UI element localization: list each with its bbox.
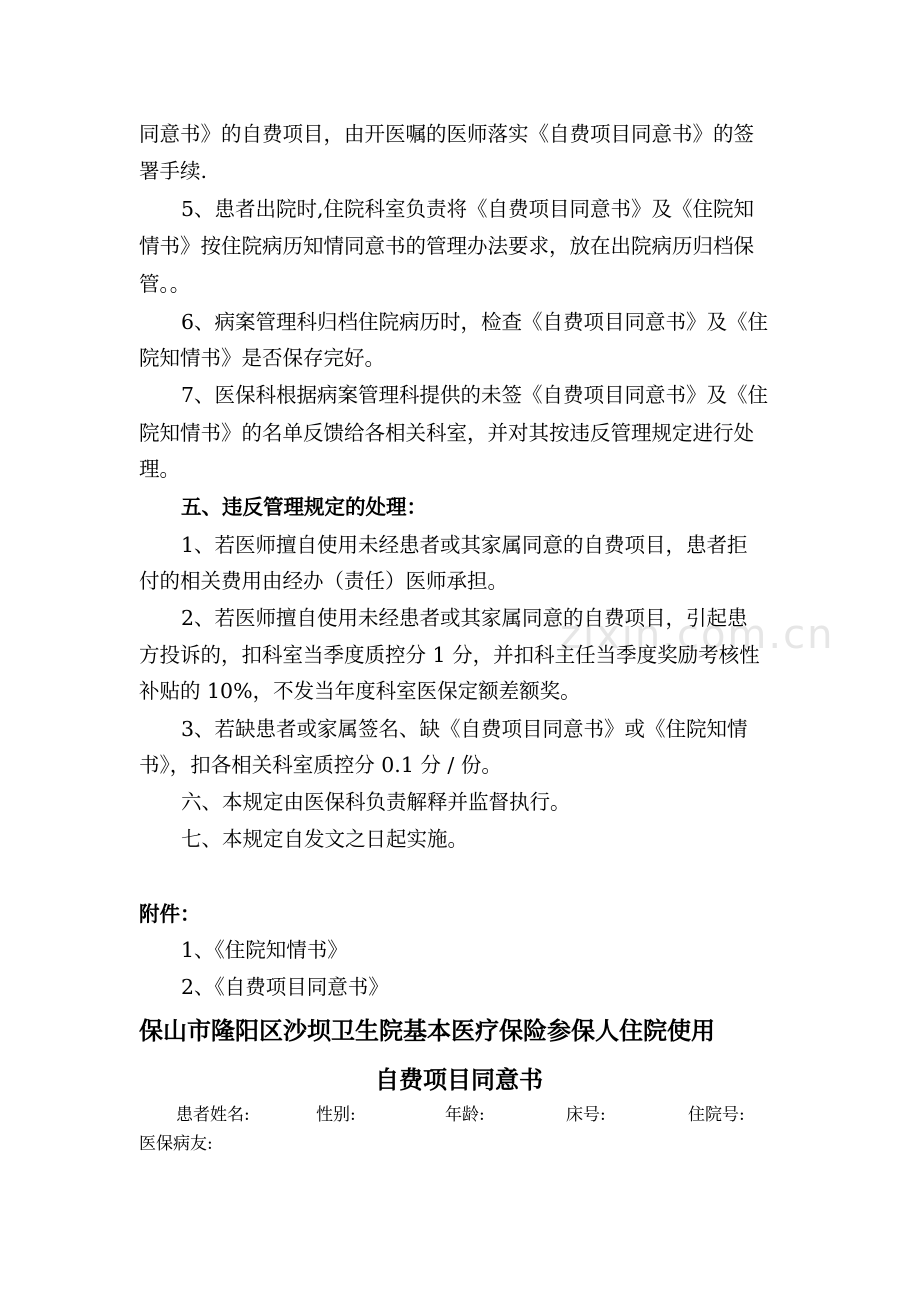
attachment-item: 1、《住院知情书》 bbox=[181, 938, 348, 962]
watermark: zixin.com.cn bbox=[560, 612, 835, 658]
paragraph-line: 书》，扣各相关科室质控分 0.1 分 / 份。 bbox=[139, 753, 502, 777]
paragraph-line: 六、本规定由医保科负责解释并监督执行。 bbox=[181, 790, 571, 814]
paragraph-line: 署手续. bbox=[139, 159, 208, 183]
paragraph-line: 情书》按住院病历知情同意书的管理办法要求，放在出院病历归档保 bbox=[139, 234, 754, 258]
paragraph-line: 七、本规定自发文之日起实施。 bbox=[181, 827, 468, 851]
paragraph-line: 同意书》的自费项目，由开医嘱的医师落实《自费项目同意书》的签 bbox=[139, 122, 754, 146]
attachment-item: 2、《自费项目同意书》 bbox=[181, 975, 389, 999]
admission-number-label: 住院号: bbox=[688, 1105, 745, 1125]
paragraph-line: 补贴的 10%，不发当年度科室医保定额差额奖。 bbox=[139, 679, 581, 703]
patient-name-label: 患者姓名: bbox=[176, 1105, 250, 1125]
gender-label: 性别: bbox=[316, 1105, 356, 1125]
insurance-friend-label: 医保病友: bbox=[139, 1134, 213, 1154]
paragraph-line: 6、病案管理科归档住院病历时，检查《自费项目同意书》及《住 bbox=[181, 310, 769, 334]
form-title: 保山市隆阳区沙坝卫生院基本医疗保险参保人住院使用 bbox=[139, 1017, 715, 1045]
paragraph-line: 1、若医师擅自使用未经患者或其家属同意的自费项目，患者拒 bbox=[181, 533, 748, 557]
paragraph-line: 付的相关费用由经办（责任）医师承担。 bbox=[139, 569, 508, 593]
paragraph-line: 管。。 bbox=[139, 272, 191, 296]
paragraph-line: 院知情书》是否保存完好。 bbox=[139, 346, 385, 370]
paragraph-line: 方投诉的，扣科室当季度质控分 1 分，并扣科主任当季度奖励考核性 bbox=[139, 643, 760, 667]
paragraph-line: 2、若医师擅自使用未经患者或其家属同意的自费项目，引起患 bbox=[181, 606, 748, 630]
paragraph-line: 7、医保科根据病案管理科提供的未签《自费项目同意书》及《住 bbox=[181, 383, 769, 407]
paragraph-line: 5、患者出院时,住院科室负责将《自费项目同意书》及《住院知 bbox=[181, 197, 755, 221]
section-heading: 五、违反管理规定的处理： bbox=[181, 495, 427, 519]
age-label: 年龄: bbox=[445, 1105, 485, 1125]
form-subtitle: 自费项目同意书 bbox=[375, 1066, 543, 1094]
bed-number-label: 床号: bbox=[566, 1105, 606, 1125]
attachments-heading: 附件： bbox=[139, 902, 201, 926]
paragraph-line: 理。 bbox=[139, 457, 180, 481]
paragraph-line: 3、若缺患者或家属签名、缺《自费项目同意书》或《住院知情 bbox=[181, 717, 748, 741]
paragraph-line: 院知情书》的名单反馈给各相关科室，并对其按违反管理规定进行处 bbox=[139, 421, 754, 445]
